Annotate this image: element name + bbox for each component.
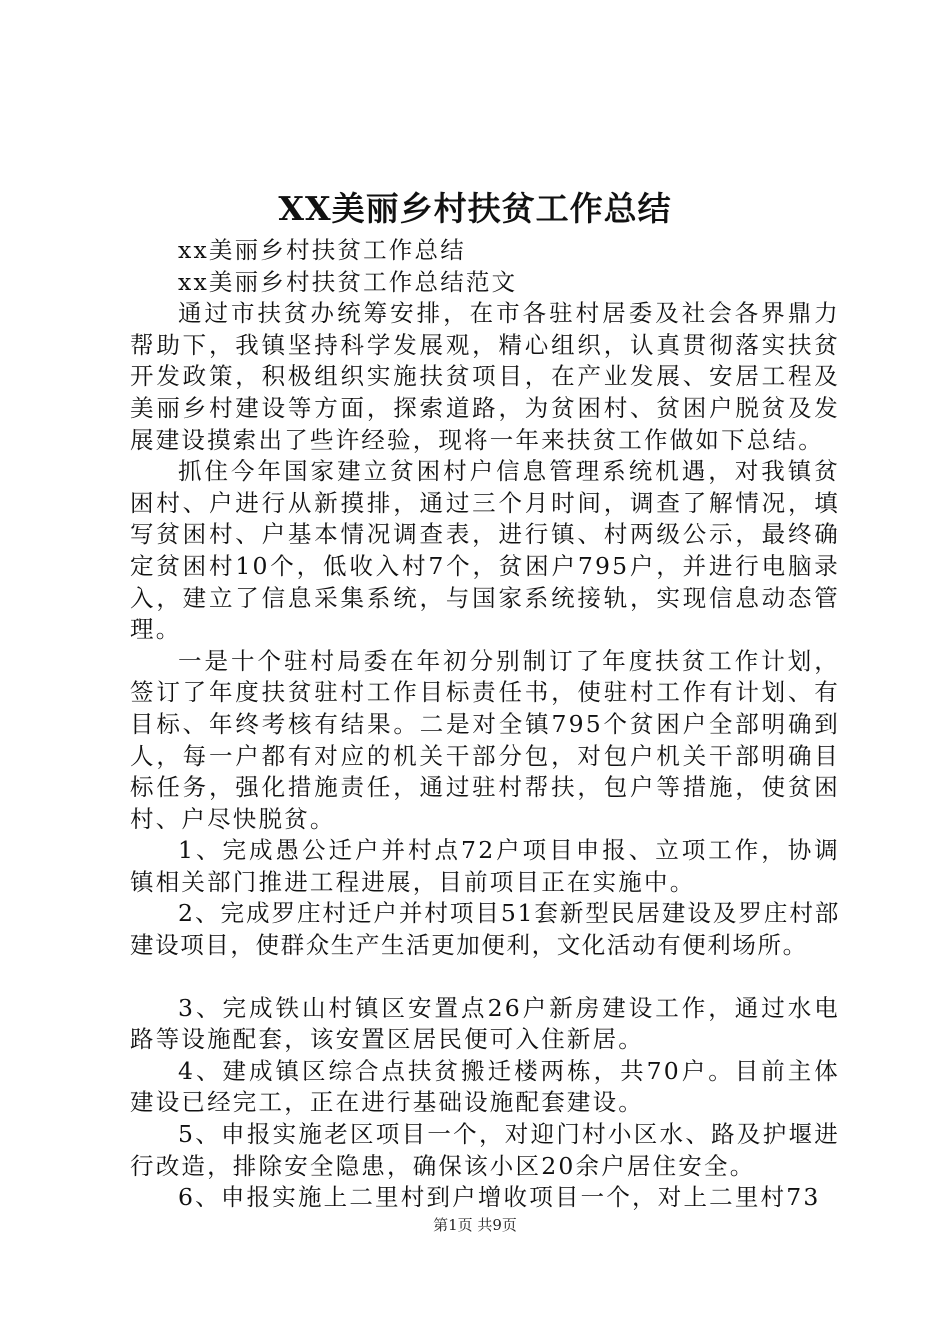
list-item: 3、完成铁山村镇区安置点26户新房建设工作，通过水电路等设施配套，该安置区居民便可入住新居。 bbox=[130, 993, 840, 1054]
list-item: 1、完成愚公迁户并村点72户项目申报、立项工作，协调镇相关部门推进工程进展，目前项目正在实施中。 bbox=[130, 836, 840, 896]
subtitle-line: xx美丽乡村扶贫工作总结范文 bbox=[178, 267, 518, 296]
list-item: 2、完成罗庄村迁户并村项目51套新型民居建设及罗庄村部建设项目，使群众生产生活更加便利，文化活动有便利场所。 bbox=[130, 899, 840, 960]
blank-line bbox=[130, 962, 840, 993]
list-item: 4、建成镇区综合点扶贫搬迁楼两栋，共70户。目前主体建设已经完工，正在进行基础设施配套建设。 bbox=[130, 1056, 840, 1117]
page-footer: 第1页 共9页 bbox=[433, 1216, 517, 1234]
list-item: 6、申报实施上二里村到户增收项目一个，对上二里村73 bbox=[178, 1183, 821, 1212]
body-paragraph: 抓住今年国家建立贫困村户信息管理系统机遇，对我镇贫困村、户进行从新摸排，通过三个月时间，调查了解情况，填写贫困村、户基本情况调查表，进行镇、村两级公示，最终确定贫困村10个，低收入村7个，贫困户795户，并进行电脑录入，建立了信息采集系统，与国家系统接轨，实现信息动态管理。 bbox=[130, 457, 840, 644]
body-paragraph: 一是十个驻村局委在年初分别制订了年度扶贫工作计划，签订了年度扶贫驻村工作目标责任书，使驻村工作有计划、有目标、年终考核有结果。二是对全镇795个贫困户全部明确到人，每一户都有对应的机关干部分包，对包户机关干部明确目标任务，强化措施责任，通过驻村帮扶，包户等措施，使贫困村、户尽快脱贫。 bbox=[130, 646, 840, 833]
document-body bbox=[130, 235, 840, 1214]
subtitle-line: xx美丽乡村扶贫工作总结 bbox=[178, 236, 466, 264]
document-title: XX美丽乡村扶贫工作总结 bbox=[278, 189, 672, 228]
list-item: 5、申报实施老区项目一个，对迎门村小区水、路及护堰进行改造，排除安全隐患，确保该小区20余户居住安全。 bbox=[130, 1120, 840, 1180]
body-paragraph: 通过市扶贫办统筹安排，在市各驻村居委及社会各界鼎力帮助下，我镇坚持科学发展观，精心组织，认真贯彻落实扶贫开发政策，积极组织实施扶贫项目，在产业发展、安居工程及美丽乡村建设等方面，探索道路，为贫困村、贫困户脱贫及发展建设摸索出了些许经验，现将一年来扶贫工作做如下总结。 bbox=[130, 299, 840, 454]
